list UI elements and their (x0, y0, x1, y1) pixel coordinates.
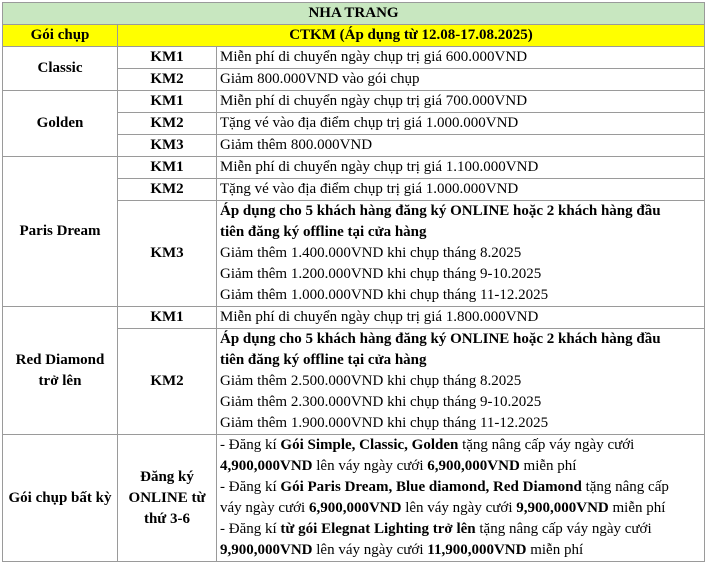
promo-desc: Giảm 800.000VND vào gói chụp (217, 69, 705, 91)
promo-desc: Tặng vé vào địa điểm chụp trị giá 1.000.000VND (217, 113, 705, 135)
promo-code: KM2 (118, 329, 217, 435)
header-promo: CTKM (Áp dụng từ 12.08-17.08.2025) (118, 25, 705, 47)
package-golden: Golden (3, 91, 118, 157)
promo-discount-line: Giảm thêm 2.500.000VND khi chụp tháng 8.2025 (220, 373, 522, 389)
offer-segment: lên váy ngày cưới (312, 458, 428, 474)
promo-code-online (118, 435, 217, 562)
offer-segment: lên váy ngày cưới (401, 500, 517, 516)
offer-segment: Gói Paris Dream, Blue diamond, Red Diamond (280, 479, 582, 495)
offer-segment: tặng nâng cấp váy ngày cưới (458, 437, 635, 453)
package-name-line: trở lên (38, 372, 82, 389)
offer-line (220, 498, 701, 519)
promo-desc: Miễn phí di chuyển ngày chụp trị giá 600.000VND (217, 47, 705, 69)
promo-desc: Miễn phí di chuyển ngày chụp trị giá 1.800.000VND (217, 307, 705, 329)
offer-segment: Gói Simple, Classic, Golden (280, 437, 459, 453)
offer-segment: - Đăng kí (220, 521, 281, 537)
package-classic: Classic (3, 47, 118, 91)
promo-code: KM2 (118, 179, 217, 201)
promo-code: KM3 (118, 135, 217, 157)
promo-discount-line: Giảm thêm 1.400.000VND khi chụp tháng 8.2025 (220, 245, 522, 261)
promo-table (2, 2, 705, 562)
offer-line (220, 477, 701, 498)
promo-desc: Tặng vé vào địa điểm chụp trị giá 1.000.000VND (217, 179, 705, 201)
offer-segment: 9,900,000VND (516, 500, 609, 516)
promo-discount-line: Giảm thêm 1.000.000VND khi chụp tháng 11-12.2025 (220, 287, 549, 303)
promo-desc: Giảm thêm 800.000VND (217, 135, 705, 157)
promo-code-line: Đăng ký (140, 468, 194, 485)
offer-line (220, 456, 701, 477)
header-package: Gói chụp (3, 25, 118, 47)
promo-condition-line: tiên đăng ký offline tại cửa hàng (220, 224, 427, 240)
promo-desc (217, 201, 705, 307)
dress-upgrade-offers (217, 435, 705, 562)
promo-code: KM2 (118, 113, 217, 135)
offer-line (220, 435, 701, 456)
offer-segment: lên váy ngày cưới (312, 542, 428, 558)
promo-desc (217, 329, 705, 435)
offer-line (220, 519, 701, 540)
offer-segment: - Đăng kí (220, 479, 281, 495)
offer-segment: miễn phí (608, 500, 666, 516)
package-any: Gói chụp bất kỳ (3, 435, 118, 562)
promo-code: KM2 (118, 69, 217, 91)
offer-segment: váy ngày cưới (220, 500, 309, 516)
promo-code-line: ONLINE từ (128, 489, 206, 506)
promo-code: KM1 (118, 91, 217, 113)
offer-segment: 9,900,000VND (220, 542, 313, 558)
promo-code-line: thứ 3-6 (143, 510, 191, 527)
offer-segment: 11,900,000VND (427, 542, 527, 558)
promo-condition-line: Áp dụng cho 5 khách hàng đăng ký ONLINE hoặc 2 khách hàng đầu (220, 331, 661, 347)
package-red-diamond (3, 307, 118, 435)
offer-segment: tặng nâng cấp (581, 479, 669, 495)
promo-discount-line: Giảm thêm 2.300.000VND khi chụp tháng 9-10.2025 (220, 394, 542, 410)
offer-segment: tặng nâng cấp váy ngày cưới (475, 521, 652, 537)
offer-segment: miễn phí (519, 458, 577, 474)
promo-discount-line: Giảm thêm 1.200.000VND khi chụp tháng 9-10.2025 (220, 266, 542, 282)
offer-segment: miễn phí (526, 542, 584, 558)
offer-segment: 4,900,000VND (220, 458, 313, 474)
promo-condition-line: Áp dụng cho 5 khách hàng đăng ký ONLINE hoặc 2 khách hàng đầu (220, 203, 661, 219)
promo-code: KM1 (118, 307, 217, 329)
promo-desc: Miễn phí di chuyển ngày chụp trị giá 1.100.000VND (217, 157, 705, 179)
promo-desc: Miễn phí di chuyển ngày chụp trị giá 700.000VND (217, 91, 705, 113)
offer-segment: 6,900,000VND (308, 500, 402, 516)
table-title: NHA TRANG (3, 3, 705, 25)
promo-discount-line: Giảm thêm 1.900.000VND khi chụp tháng 11-12.2025 (220, 415, 549, 431)
offer-segment: - Đăng kí (220, 437, 281, 453)
offer-segment: từ gói Elegnat Lighting trở lên (280, 521, 476, 537)
promo-code: KM3 (118, 201, 217, 307)
promo-code: KM1 (118, 157, 217, 179)
package-paris-dream: Paris Dream (3, 157, 118, 307)
promo-condition-line: tiên đăng ký offline tại cửa hàng (220, 352, 427, 368)
offer-line (220, 540, 701, 561)
promo-code: KM1 (118, 47, 217, 69)
package-name-line: Red Diamond (15, 351, 105, 368)
offer-segment: 6,900,000VND (427, 458, 520, 474)
